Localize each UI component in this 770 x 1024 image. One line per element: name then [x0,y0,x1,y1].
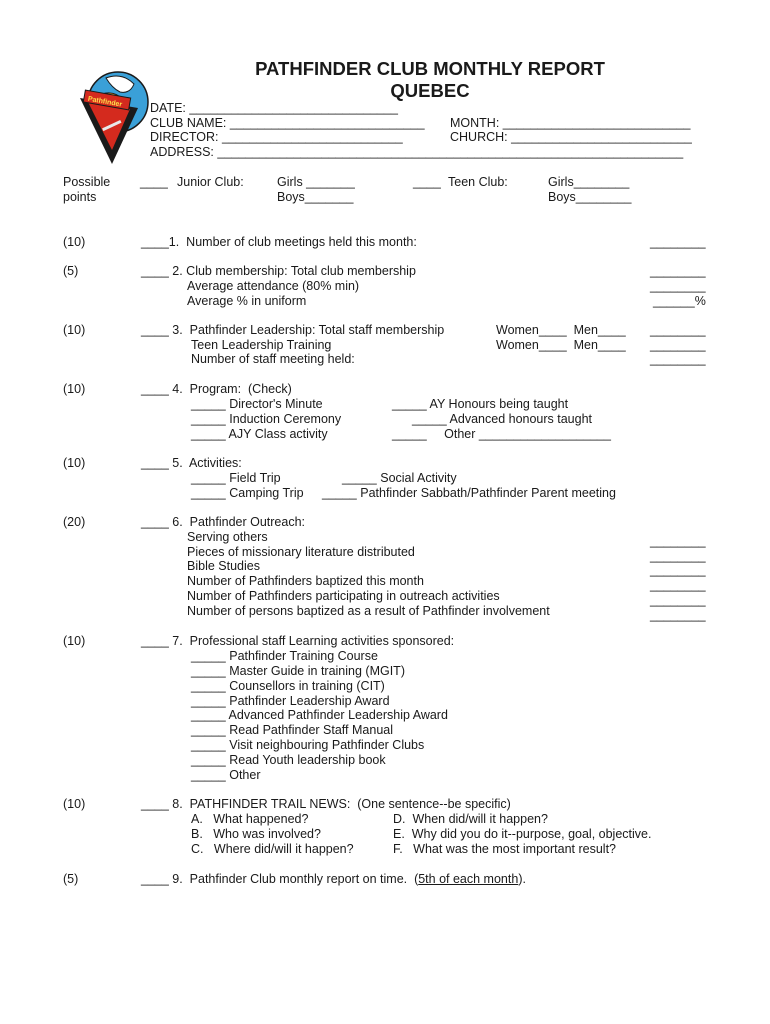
item-4-points: (10) [63,382,86,396]
item-8-points: (10) [63,797,86,811]
item-6-answer-5[interactable]: ________ [650,593,706,607]
item-4-option-induction[interactable]: _____ Induction Ceremony [191,412,342,426]
month-field[interactable]: MONTH: ___________________________ [450,116,691,130]
item-3-answer-1[interactable]: ________ [650,323,706,337]
junior-club-blank[interactable]: ____ [140,175,168,189]
item-8-question-f: F. What was the most important result? [393,842,616,856]
item-8-question-c: C. Where did/will it happen? [191,842,354,856]
item-2-line-3: Average % in uniform [187,294,307,308]
item-5-option-social[interactable]: _____ Social Activity [342,471,457,485]
item-1-answer[interactable]: ________ [650,235,706,249]
item-4-option-ay-honours[interactable]: _____ AY Honours being taught [392,397,569,411]
item-4-text: ____ 4. Program: (Check) [141,382,292,396]
item-7-option-5[interactable]: _____ Advanced Pathfinder Leadership Award [191,708,448,722]
item-6-line-4: Number of Pathfinders baptized this month [187,574,424,588]
teen-girls-field[interactable]: Girls________ [548,175,630,189]
item-2-text: ____ 2. Club membership: Total club membership [141,264,416,278]
item-7-option-3[interactable]: _____ Counsellors in training (CIT) [191,679,385,693]
item-9-text-end: ). [518,872,526,886]
item-6-answer-1[interactable]: ________ [650,534,706,548]
item-6-line-6: Number of persons baptized as a result of Pathfinder involvement [187,604,550,618]
item-5-option-field-trip[interactable]: _____ Field Trip [191,471,281,485]
item-7-option-6[interactable]: _____ Read Pathfinder Staff Manual [191,723,393,737]
item-3-women-men-1[interactable]: Women____ Men____ [496,323,626,337]
item-7-option-4[interactable]: _____ Pathfinder Leadership Award [191,694,390,708]
item-9-deadline: 5th of each month [418,872,519,886]
item-4-option-other[interactable]: _____ Other ___________________ [392,427,611,441]
item-3-answer-2[interactable]: ________ [650,338,706,352]
item-6-answer-3[interactable]: ________ [650,563,706,577]
item-6-answer-6[interactable]: ________ [650,608,706,622]
item-3-answer-3[interactable]: ________ [650,352,706,366]
item-2-answer-2[interactable]: ________ [650,279,706,293]
item-3-points: (10) [63,323,86,337]
item-1-points: (10) [63,235,86,249]
item-5-option-camping-trip[interactable]: _____ Camping Trip [191,486,304,500]
item-5-points: (10) [63,456,86,470]
item-7-option-8[interactable]: _____ Read Youth leadership book [191,753,386,767]
pathfinder-logo-icon [72,64,152,164]
item-7-option-2[interactable]: _____ Master Guide in training (MGIT) [191,664,405,678]
item-6-line-3: Bible Studies [187,559,260,573]
address-field[interactable]: ADDRESS: ___________________________________________________________________ [150,145,684,159]
item-5-text: ____ 5. Activities: [141,456,242,470]
item-6-answer-4[interactable]: ________ [650,578,706,592]
item-6-answer-2[interactable]: ________ [650,549,706,563]
club-name-field[interactable]: CLUB NAME: ____________________________ [150,116,425,130]
item-7-option-1[interactable]: _____ Pathfinder Training Course [191,649,378,663]
item-4-option-directors-minute[interactable]: _____ Director's Minute [191,397,323,411]
item-3-line-3: Number of staff meeting held: [191,352,355,366]
item-2-points: (5) [63,264,79,278]
item-9-text [141,872,526,887]
item-6-line-2: Pieces of missionary literature distributed [187,545,415,559]
item-6-text: ____ 6. Pathfinder Outreach: [141,515,305,529]
item-7-points: (10) [63,634,86,648]
report-title: PATHFINDER CLUB MONTHLY REPORT [255,58,605,79]
junior-club-label: Junior Club: [177,175,244,189]
junior-boys-field[interactable]: Boys_______ [277,190,354,204]
item-7-text: ____ 7. Professional staff Learning activities sponsored: [141,634,455,648]
item-8-question-b: B. Who was involved? [191,827,321,841]
item-3-line-2: Teen Leadership Training [191,338,332,352]
item-4-option-advanced-honours[interactable]: _____ Advanced honours taught [412,412,593,426]
item-9-text-main: ____ 9. Pathfinder Club monthly report on time. ( [141,872,419,886]
points-label: points [63,190,97,204]
item-3-women-men-2[interactable]: Women____ Men____ [496,338,626,352]
item-3-text: ____ 3. Pathfinder Leadership: Total staff membership [141,323,445,337]
item-2-line-2: Average attendance (80% min) [187,279,360,293]
item-6-line-1: Serving others [187,530,268,544]
item-5-option-sabbath[interactable]: _____ Pathfinder Sabbath/Pathfinder Parent meeting [322,486,616,500]
item-6-points: (20) [63,515,86,529]
item-8-question-e: E. Why did you do it--purpose, goal, objective. [393,827,652,841]
item-8-question-a: A. What happened? [191,812,309,826]
item-6-line-5: Number of Pathfinders participating in outreach activities [187,589,500,603]
teen-club-blank[interactable]: ____ [413,175,441,189]
date-field[interactable]: DATE: ______________________________ [150,101,398,115]
report-subtitle: QUEBEC [390,80,470,101]
item-2-answer-3[interactable]: ______% [653,294,706,308]
junior-girls-field[interactable]: Girls _______ [277,175,355,189]
possible-label: Possible [63,175,111,189]
teen-boys-field[interactable]: Boys________ [548,190,632,204]
item-2-answer-1[interactable]: ________ [650,264,706,278]
item-8-question-d: D. When did/will it happen? [393,812,548,826]
item-8-text: ____ 8. PATHFINDER TRAIL NEWS: (One sentence--be specific) [141,797,511,811]
director-field[interactable]: DIRECTOR: __________________________ [150,130,403,144]
item-9-points: (5) [63,872,79,886]
item-7-option-9[interactable]: _____ Other [191,768,261,782]
church-field[interactable]: CHURCH: __________________________ [450,130,692,144]
item-4-option-ajy[interactable]: _____ AJY Class activity [191,427,328,441]
item-7-option-7[interactable]: _____ Visit neighbouring Pathfinder Clubs [191,738,425,752]
teen-club-label: Teen Club: [448,175,508,189]
item-1-text: ____1. Number of club meetings held this month: [141,235,417,249]
svg-text:Pathfinder: Pathfinder [87,95,123,109]
